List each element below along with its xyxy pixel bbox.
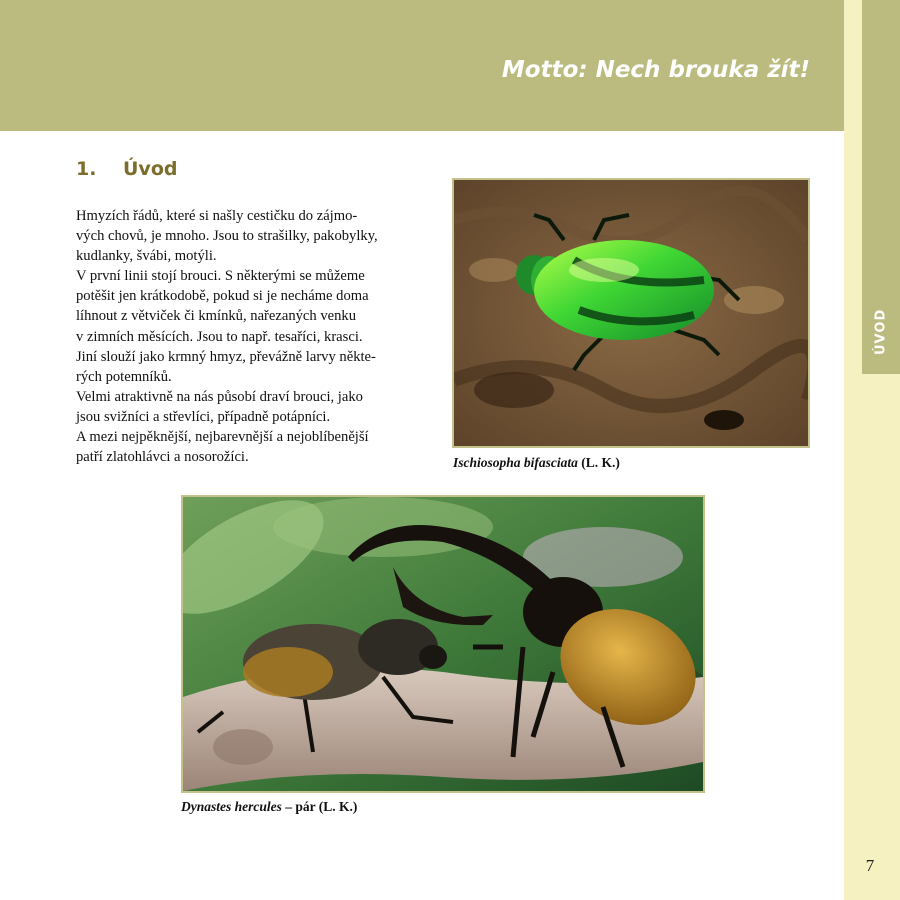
caption-suffix: – pár [285,799,316,814]
caption-dynastes [181,799,357,815]
body-line: rých potemníků. [76,368,172,385]
section-heading [76,158,177,180]
page-number: 7 [865,856,875,875]
body-line: Velmi atraktivně na nás působí draví brouci, jako [76,388,363,405]
section-title: Úvod [123,158,178,180]
caption-species: Dynastes hercules [181,799,282,814]
body-line: Hmyzích řádů, které si našly cestičku do zájmo- [76,208,358,224]
section-number: 1. [76,158,97,180]
header-band [0,0,844,131]
chapter-tab-label: ÚVOD [873,308,889,356]
body-line: kudlanky, švábi, motýli. [76,248,217,265]
caption-credit: (L. K.) [581,455,620,470]
caption-credit: (L. K.) [318,799,358,814]
body-line: potěšit jen krátkodobě, pokud si je necháme doma [76,288,369,305]
body-line: jsou svižníci a střevlíci, případně potápníci. [76,408,331,425]
body-line: patří zlatohlávci a nosorožíci. [76,449,249,466]
photo-dynastes [181,495,705,793]
beetle-photo-hercules [183,497,703,791]
photo-ischiosopha [452,178,810,448]
body-text [76,206,419,467]
body-line: Jiní slouží jako krmný hmyz, převážně larvy někte- [76,348,376,365]
body-line: vých chovů, je mnoho. Jsou to strašilky, pakobylky, [76,228,378,245]
beetle-photo-green [454,180,808,446]
body-line: v zimních měsících. Jsou to např. tesaříci, krasci. [76,328,363,345]
caption-species: Ischiosopha bifasciata [453,455,578,470]
motto-title: Motto: Nech brouka žít! [501,57,810,83]
caption-ischiosopha [453,455,620,471]
body-line: líhnout z větviček či kmínků, nařezaných venku [76,308,357,325]
body-line: V první linii stojí brouci. S některými se můžeme [76,268,365,285]
body-line: A mezi nejpěknější, nejbarevnější a nejoblíbenější [76,429,369,446]
